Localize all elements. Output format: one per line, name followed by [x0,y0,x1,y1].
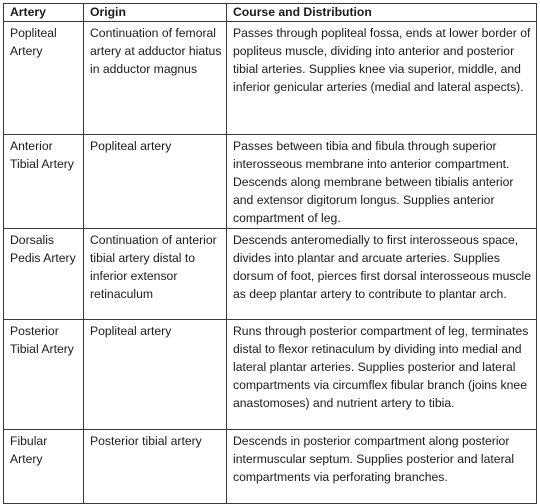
cell-course: Passes through popliteal fossa, ends at lower border of popliteus muscle, dividing into anterior and posterior tibial arteries. Supplies knee via superior, middle, and inferior genicular arteries (medial and lateral aspects). [227,22,537,135]
table-row [4,22,537,135]
cell-origin: Continuation of anterior tibial artery distal to inferior extensor retinaculum [84,229,227,320]
cell-origin: Popliteal artery [84,320,227,430]
cell-artery: Posterior Tibial Artery [4,320,84,430]
table-row [4,430,537,504]
cell-origin: Popliteal artery [84,135,227,229]
cell-artery: Dorsalis Pedis Artery [4,229,84,320]
cell-artery: Anterior Tibial Artery [4,135,84,229]
header-course-distribution: Course and Distribution [227,4,537,22]
cell-course: Descends anteromedially to first interosseous space, divides into plantar and arcuate arteries. Supplies dorsum of foot, pierces first dorsal interosseous muscle as deep plantar artery to contribute to plantar arch. [227,229,537,320]
table-body [4,22,537,504]
header-origin: Origin [84,4,227,22]
artery-table [3,3,537,504]
table-row [4,229,537,320]
cell-course: Passes between tibia and fibula through superior interosseous membrane into anterior compartment. Descends along membrane between tibialis anterior and extensor digitorum longus. Supplies anterior compartment of leg. [227,135,537,229]
header-artery: Artery [4,4,84,22]
cell-origin: Posterior tibial artery [84,430,227,504]
cell-origin: Continuation of femoral artery at adductor hiatus in adductor magnus [84,22,227,135]
cell-course: Descends in posterior compartment along posterior intermuscular septum. Supplies posterior and lateral compartments via perforating branches. [227,430,537,504]
header-row [4,4,537,22]
table-row [4,320,537,430]
cell-artery: Popliteal Artery [4,22,84,135]
cell-artery: Fibular Artery [4,430,84,504]
cell-course: Runs through posterior compartment of leg, terminates distal to flexor retinaculum by dividing into medial and lateral plantar arteries. Supplies posterior and lateral compartments via circumflex fibular branch (joins knee anastomoses) and nutrient artery to tibia. [227,320,537,430]
table-header [4,4,537,22]
table-row [4,135,537,229]
